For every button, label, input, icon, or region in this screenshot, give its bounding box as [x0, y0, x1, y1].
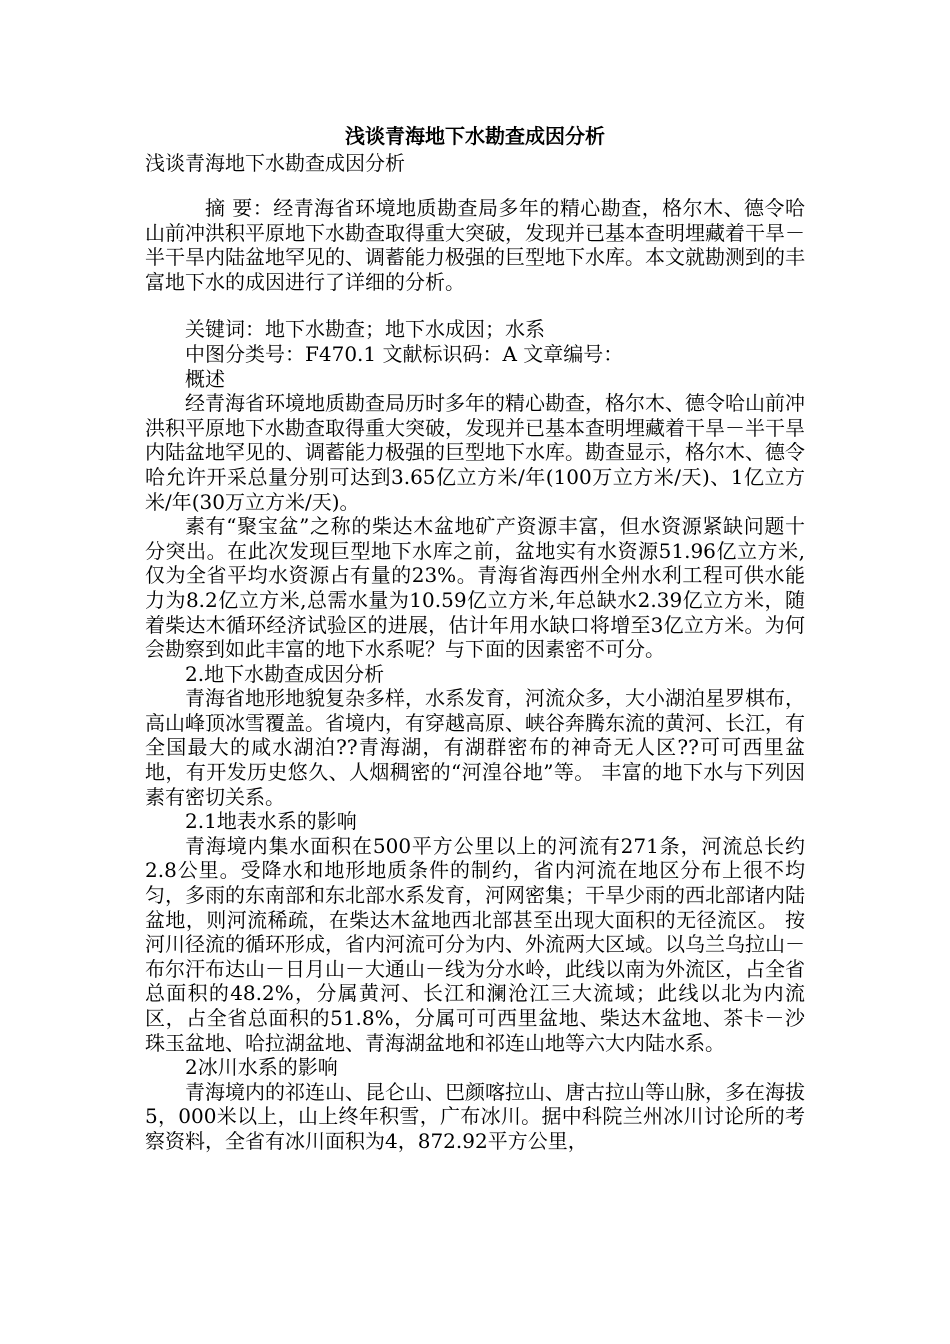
- body-paragraph: 青海境内的祁连山、昆仑山、巴颜喀拉山、唐古拉山等山脉，多在海拔5，000米以上，山上终年积雪，广布冰川。据中科院兰州冰川讨论所的考察资料，全省有冰川面积为4，872.92平方公里，: [145, 1079, 805, 1153]
- body-paragraph: 经青海省环境地质勘查局历时多年的精心勘查，格尔木、德令哈山前冲洪积平原地下水勘查取得重大突破，发现并已基本查明埋藏着干旱－半干旱内陆盆地罕见的、调蓄能力极强的巨型地下水库。勘查显示，格尔木、德令哈允许开采总量分别可达到3.65亿立方米/年(100万立方米/天)、1亿立方米/年(30万立方米/天)。: [145, 391, 805, 514]
- body-paragraph: 青海境内集水面积在500平方公里以上的河流有271条，河流总长约2.8公里。受降水和地形地质条件的制约，省内河流在地区分布上很不均匀，多雨的东南部和东北部水系发育，河网密集；干旱少雨的西北部诸内陆盆地，则河流稀疏，在柴达木盆地西北部甚至出现大面积的无径流区。 按河川径流的循环形成，省内河流可分为内、外流两大区域。以乌兰乌拉山－布尔汗布达山－日月山－大通山－线为分水岭，此线以南为外流区，占全省总面积的48.2%，分属黄河、长江和澜沧江三大流域；此线以北为内流区，占全省总面积的51.8%，分属可可西里盆地、柴达木盆地、茶卡－沙珠玉盆地、哈拉湖盆地、青海湖盆地和祁连山地等六大内陆水系。: [145, 833, 805, 1055]
- section-heading-2: 2.地下水勘查成因分析: [185, 661, 385, 686]
- body-paragraph: 青海省地形地貌复杂多样，水系发育，河流众多，大小湖泊星罗棋布，高山峰顶冰雪覆盖。省境内，有穿越高原、峡谷奔腾东流的黄河、长江，有全国最大的咸水湖泊??青海湖，有湖群密布的神奇无人区??可可西里盆地，有开发历史悠久、人烟稠密的“河湟谷地”等。 丰富的地下水与下列因素有密切关系。: [145, 686, 805, 809]
- section-heading-overview: 概述: [185, 366, 225, 391]
- body-paragraph: 素有“聚宝盆”之称的柴达木盆地矿产资源丰富，但水资源紧缺问题十分突出。在此次发现巨型地下水库之前，盆地实有水资源51.96亿立方米,仅为全省平均水资源占有量的23%。青海省海西州全州水利工程可供水能力为8.2亿立方米,总需水量为10.59亿立方米,年总缺水2.39亿立方米，随着柴达木循环经济试验区的进展，估计年用水缺口将增至3亿立方米。为何会勘察到如此丰富的地下水系呢？与下面的因素密不可分。: [145, 514, 805, 662]
- document-subtitle: 浅谈青海地下水勘查成因分析: [145, 151, 405, 175]
- classification-line: 中图分类号：F470.1 文献标识码：A 文章编号：: [185, 341, 624, 366]
- abstract-paragraph: 摘 要：经青海省环境地质勘查局多年的精心勘查，格尔木、德令哈山前冲洪积平原地下水勘查取得重大突破，发现并已基本查明埋藏着干旱－半干旱内陆盆地罕见的、调蓄能力极强的巨型地下水库。本文就勘测到的丰富地下水的成因进行了详细的分析。: [145, 196, 805, 294]
- document-title: 浅谈青海地下水勘查成因分析: [345, 124, 605, 148]
- section-heading-2-1: 2.1地表水系的影响: [185, 809, 357, 834]
- keywords-line: 关键词：地下水勘查；地下水成因；水系: [185, 317, 545, 342]
- document-page: [145, 122, 805, 1154]
- section-heading-2-2: 2冰川水系的影响: [185, 1055, 338, 1080]
